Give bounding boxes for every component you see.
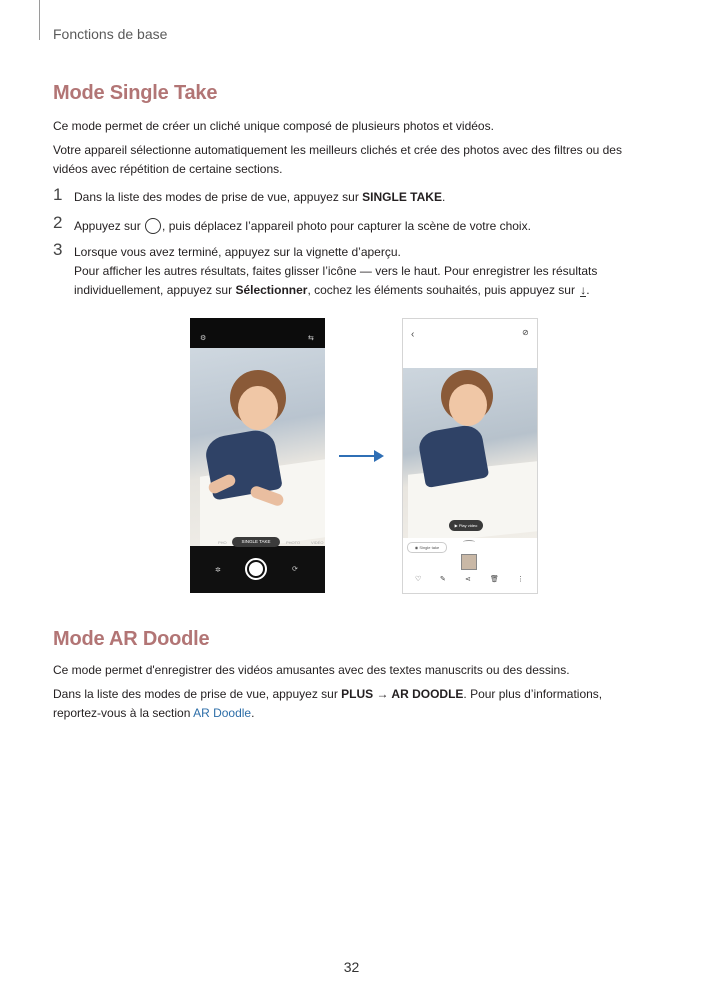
favorite-icon[interactable]: ♡ — [415, 576, 422, 583]
step-2: Appuyez sur , puis déplacez l’appareil photo pour capturer la scène de votre choix. — [74, 219, 531, 233]
pencil-icon[interactable]: ✎ — [440, 576, 446, 583]
mode-selector[interactable] — [190, 536, 325, 552]
ar-doodle-intro: Ce mode permet d'enregistrer des vidéos amusantes avec des textes manuscrits ou des dessins. — [53, 663, 570, 677]
more-icon[interactable]: ⋮ — [517, 576, 524, 583]
child-face — [449, 384, 487, 426]
download-icon: ↓ — [580, 283, 587, 297]
delete-icon[interactable]: 🗑 — [490, 576, 499, 583]
step-number-2: 2 — [53, 213, 63, 232]
section-header: Fonctions de base — [53, 26, 168, 42]
flow-arrow-head — [374, 450, 384, 462]
edit-icon[interactable]: ⊘ — [522, 328, 529, 337]
shutter-button-inner[interactable] — [249, 562, 263, 576]
single-take-intro: Ce mode permet de créer un cliché unique composé de plusieurs photos et vidéos. — [53, 119, 494, 133]
switch-icon: ⇆ — [308, 335, 314, 342]
camera-top-bar — [190, 318, 325, 348]
heading-ar-doodle: Mode AR Doodle — [53, 628, 210, 650]
page-number: 32 — [343, 959, 360, 975]
mode-item[interactable]: PHO — [218, 540, 227, 545]
camera-preview — [190, 348, 325, 546]
viewer-screenshot — [402, 318, 538, 594]
camera-screenshot — [190, 318, 325, 593]
flip-camera-icon: ⟳ — [292, 566, 298, 573]
viewer-toolbar — [403, 571, 537, 591]
shutter-icon — [145, 218, 161, 234]
mode-item[interactable]: PHOTO — [286, 540, 301, 545]
back-icon[interactable]: ‹ — [411, 329, 415, 340]
step-3: Lorsque vous avez terminé, appuyez sur la vignette d’aperçu. Pour afficher les autres résultats, faites glisser l’icône — vers le haut. Pour enregistrer les résultats individuellement, appuyez sur Sélectionner, cochez les éléments souhaités, puis appuyez sur ↓. — [74, 245, 598, 297]
single-take-description: Votre appareil sélectionne automatiquement les meilleurs clichés et crée des photos avec des filtres ou des vidéos avec répétition de certaine sections. — [53, 143, 622, 176]
step-1: Dans la liste des modes de prise de vue, appuyez sur SINGLE TAKE. — [74, 190, 446, 204]
ar-doodle-description: Dans la liste des modes de prise de vue, appuyez sur PLUS → AR DOODLE. Pour plus d’informations, reportez-vous à la section AR Doodle. — [53, 687, 603, 720]
step-number-3: 3 — [53, 240, 63, 259]
header-rule — [39, 0, 40, 40]
flow-arrow — [339, 455, 377, 457]
effects-icon: ✲ — [215, 567, 221, 574]
share-icon[interactable]: ⋖ — [465, 576, 471, 583]
single-take-chip[interactable]: ◉ Single take — [407, 542, 447, 553]
viewer-photo — [403, 368, 537, 538]
mode-single-take[interactable]: SINGLE TAKE — [232, 537, 280, 547]
drag-handle[interactable] — [463, 540, 475, 544]
play-video-button[interactable]: ▶ Play video — [449, 520, 483, 531]
settings-icon: ⚙ — [200, 335, 207, 342]
step-number-1: 1 — [53, 185, 63, 204]
child-face — [238, 386, 278, 430]
mode-item[interactable]: VIDÉO — [311, 540, 324, 545]
child-shirt — [417, 423, 490, 488]
result-thumbnail[interactable] — [461, 554, 477, 570]
ar-doodle-link[interactable]: AR Doodle — [193, 706, 252, 720]
heading-single-take: Mode Single Take — [53, 82, 218, 104]
